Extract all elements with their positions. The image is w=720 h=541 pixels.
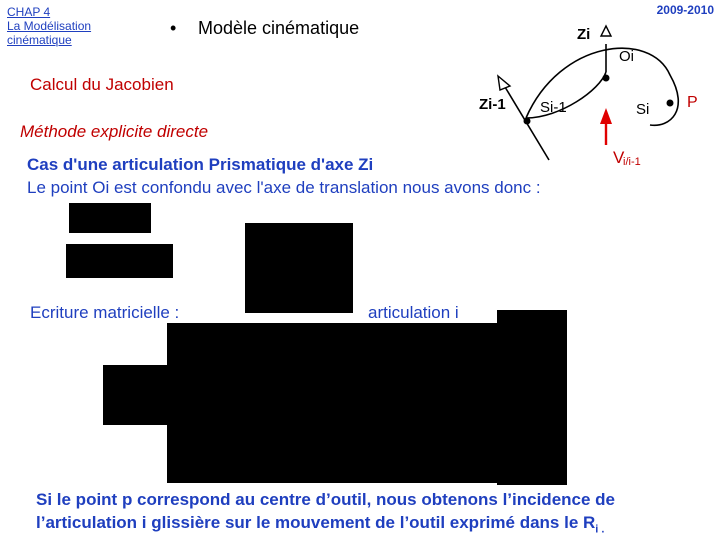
label-oi: Oi <box>619 48 634 65</box>
label-zi-minus-1: Zi-1 <box>479 96 506 113</box>
articulation-label: articulation i <box>368 303 459 322</box>
case-title: Cas d'une articulation Prismatique d'axe Zi <box>27 155 374 174</box>
axis-zi-minus-1-arrow-icon <box>498 76 510 90</box>
label-si: Si <box>636 101 650 118</box>
label-zi: Zi <box>577 26 591 43</box>
point-oi-icon <box>603 75 610 82</box>
conclusion-main: Si le point p correspond au centre d’outil, nous obtenons l’incidence de l’articulation i glissière sur le mouvement de l’outil exprimé dans le R <box>36 490 616 532</box>
point-si-icon <box>667 100 674 107</box>
bullet-icon: • <box>170 18 177 38</box>
case-text: Le point Oi est confondu avec l'axe de translation nous avons donc : <box>27 178 541 197</box>
point-zi-minus-1-icon <box>524 118 531 125</box>
year-label: 2009-2010 <box>656 3 714 17</box>
slide-subtitle: Modèle cinématique <box>198 18 360 38</box>
title-link-line2[interactable]: cinématique <box>7 33 72 47</box>
method-title: Méthode explicite directe <box>20 122 209 141</box>
conclusion-subscript: i . <box>595 523 605 536</box>
label-p: P <box>687 94 698 111</box>
calc-title: Calcul du Jacobien <box>30 75 174 94</box>
matrix-label: Ecriture matricielle : <box>30 303 180 322</box>
label-v-sub: i/i-1 <box>623 156 641 168</box>
velocity-arrow-icon <box>600 108 612 124</box>
title-link-line1[interactable]: La Modélisation <box>7 19 92 33</box>
axis-zi-arrow-icon <box>601 26 611 36</box>
label-si-minus-1: Si-1 <box>540 99 567 116</box>
chapter-link[interactable]: CHAP 4 <box>7 5 51 19</box>
label-v: V <box>613 148 625 167</box>
